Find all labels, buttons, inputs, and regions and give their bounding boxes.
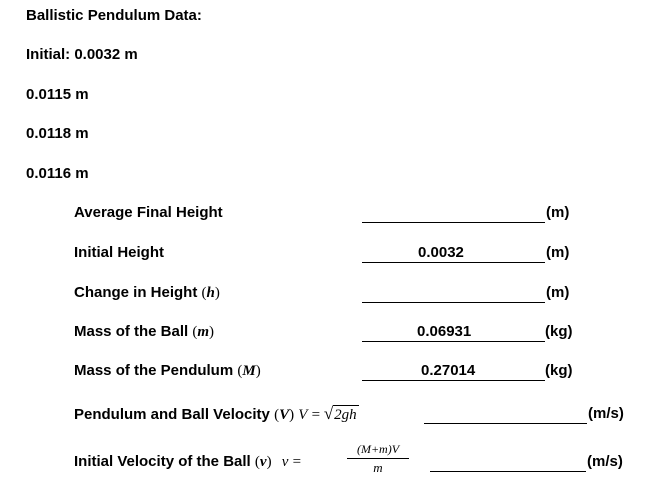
mass-ball-label: Mass of the Ball (m) [74, 323, 215, 340]
initial-velocity-formula-numerator: (M+m)V [356, 442, 400, 456]
change-height-blank[interactable] [362, 284, 545, 303]
pendulum-velocity-unit: (m/s) [588, 405, 624, 422]
fraction-bar [347, 458, 409, 459]
initial-height-unit: (m) [546, 244, 570, 261]
change-height-symbol: h [206, 285, 215, 301]
pendulum-velocity-formula-lhs: V [298, 407, 308, 423]
mass-ball-blank[interactable] [362, 323, 545, 342]
mass-ball-symbol: m [197, 324, 210, 340]
avg-final-height-unit: (m) [546, 204, 570, 221]
mass-pendulum-label-text: Mass of the Pendulum [74, 362, 234, 379]
mass-pendulum-unit: (kg) [545, 362, 573, 379]
initial-velocity-label: Initial Velocity of the Ball (v) v = [74, 453, 302, 470]
initial-velocity-fraction [347, 442, 409, 475]
initial-height-label: Initial Height [74, 244, 164, 261]
pendulum-velocity-formula-radicand: 2gh [334, 407, 357, 423]
initial-velocity-symbol: v [259, 454, 267, 470]
mass-pendulum-value: 0.27014 [421, 362, 476, 379]
initial-velocity-blank[interactable] [430, 453, 586, 472]
mass-ball-unit: (kg) [545, 323, 573, 340]
reading-3: 0.0116 m [26, 165, 89, 182]
pendulum-velocity-label: Pendulum and Ball Velocity (V) V = √2gh [74, 404, 357, 423]
page-title: Ballistic Pendulum Data: [26, 7, 202, 24]
change-height-label-text: Change in Height [74, 284, 198, 301]
mass-pendulum-symbol: M [242, 363, 256, 379]
initial-velocity-formula-denominator: m [373, 460, 383, 475]
reading-2: 0.0118 m [26, 125, 89, 142]
avg-final-height-label: Average Final Height [74, 204, 223, 221]
pendulum-velocity-blank[interactable] [424, 405, 587, 424]
reading-1: 0.0115 m [26, 86, 89, 103]
initial-height-value: 0.0032 [418, 244, 464, 261]
pendulum-velocity-label-text: Pendulum and Ball Velocity [74, 406, 270, 423]
mass-pendulum-label: Mass of the Pendulum (M) [74, 362, 261, 379]
mass-ball-label-text: Mass of the Ball [74, 323, 189, 340]
pendulum-velocity-symbol: V [279, 407, 290, 423]
initial-velocity-label-text: Initial Velocity of the Ball [74, 453, 251, 470]
initial-velocity-unit: (m/s) [587, 453, 623, 470]
mass-pendulum-blank[interactable] [362, 362, 545, 381]
sqrt-symbol: √2gh [323, 404, 357, 423]
change-height-unit: (m) [546, 284, 570, 301]
change-height-label: Change in Height (h) [74, 284, 220, 301]
initial-height-blank[interactable] [362, 244, 545, 263]
initial-reading: Initial: 0.0032 m [26, 46, 138, 63]
avg-final-height-blank[interactable] [362, 204, 545, 223]
initial-velocity-formula-lhs: v [281, 454, 289, 470]
mass-ball-value: 0.06931 [417, 323, 472, 340]
